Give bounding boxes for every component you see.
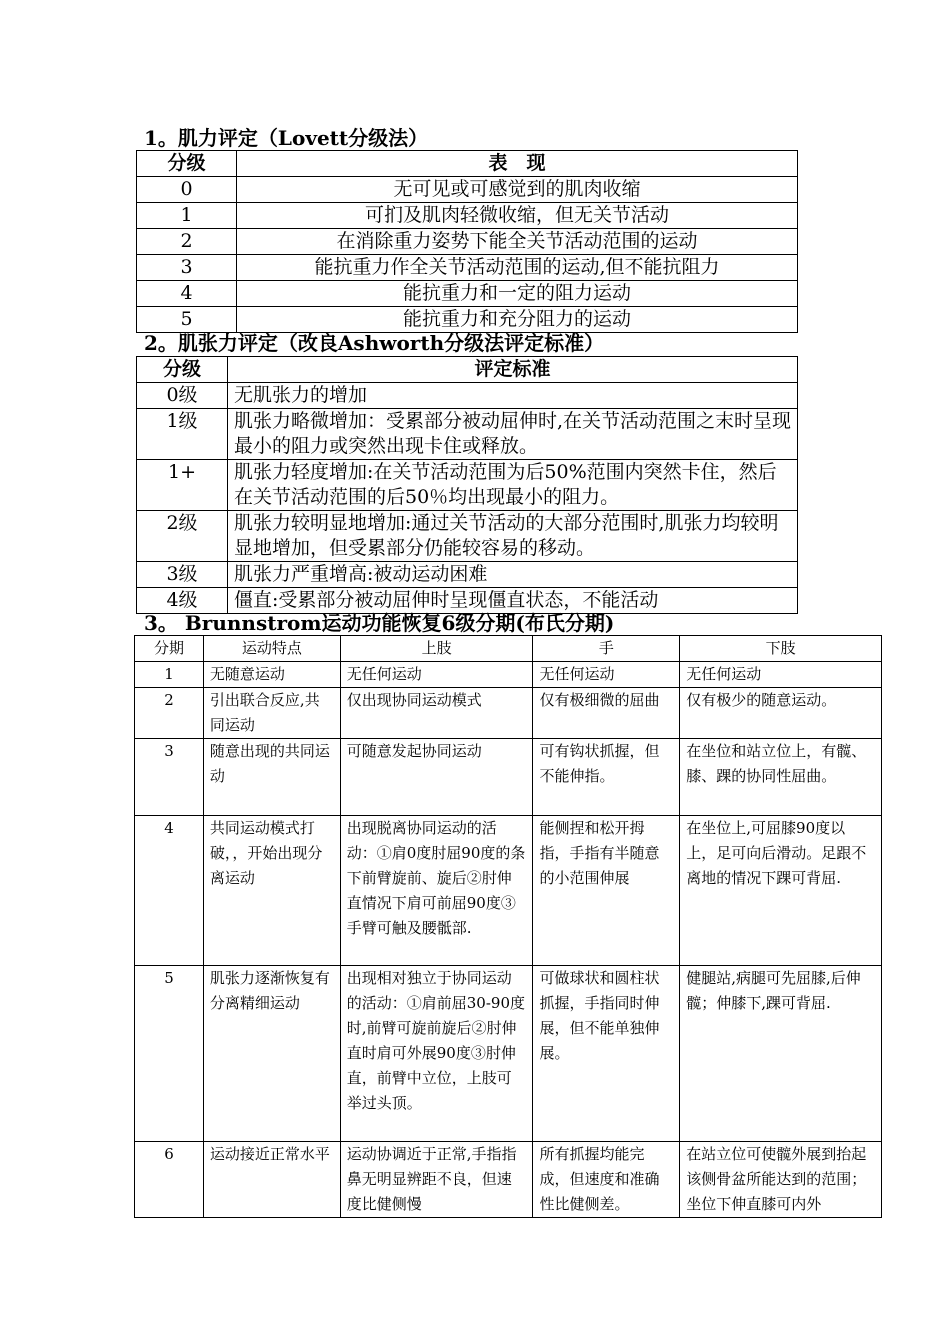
hand-cell: 所有抓握均能完成，但速度和准确性比健侧差。 [533, 1142, 680, 1218]
table-row [137, 281, 798, 307]
table-header-row [135, 636, 882, 662]
desc-cell: 肌张力略微增加：受累部分被动屈伸时,在关节活动范围之末时呈现最小的阻力或突然出现卡住或释放。 [228, 409, 798, 460]
hand-cell: 可有钩状抓握，但不能伸指。 [533, 739, 680, 816]
upper-cell: 可随意发起协同运动 [340, 739, 533, 816]
feature-cell: 引出联合反应,共同运动 [203, 688, 340, 739]
upper-cell: 出现相对独立于协同运动的活动：①肩前屈30-90度时,前臂可旋前旋后②肘伸直时肩可外展90度③肘伸直，前臂中立位，上肢可举过头顶。 [340, 966, 533, 1142]
table-header-row [137, 357, 798, 383]
header-feature: 运动特点 [203, 636, 340, 662]
table-row [135, 688, 882, 739]
table-header-row [137, 151, 798, 177]
header-upper: 上肢 [340, 636, 533, 662]
feature-cell: 无随意运动 [203, 662, 340, 688]
section3-heading: 3。 Brunnstrom运动功能恢复6级分期(布氏分期) [144, 611, 615, 635]
grade-cell: 4级 [137, 588, 228, 614]
table-row [137, 409, 798, 460]
lower-cell: 健腿站,病腿可先屈膝,后伸髋；伸膝下,踝可背屈. [680, 966, 882, 1142]
stage-cell: 2 [135, 688, 204, 739]
lower-cell: 在坐位上,可屈膝90度以上，足可向后滑动。足跟不离地的情况下踝可背屈. [680, 816, 882, 966]
desc-cell: 肌张力轻度增加:在关节活动范围为后50%范围内突然卡住，然后在关节活动范围的后50％均出现最小的阻力。 [228, 460, 798, 511]
stage-cell: 5 [135, 966, 204, 1142]
feature-cell: 随意出现的共同运动 [203, 739, 340, 816]
desc-cell: 可扪及肌肉轻微收缩，但无关节活动 [237, 203, 798, 229]
table-row [137, 177, 798, 203]
table-row [137, 383, 798, 409]
desc-cell: 无肌张力的增加 [228, 383, 798, 409]
section2-heading: 2。肌张力评定（改良Ashworth分级法评定标准） [144, 331, 605, 355]
table-row [135, 662, 882, 688]
header-grade: 分级 [137, 357, 228, 383]
hand-cell: 能侧捏和松开拇指，手指有半随意的小范围伸展 [533, 816, 680, 966]
hand-cell: 可做球状和圆柱状抓握，手指同时伸展，但不能单独伸展。 [533, 966, 680, 1142]
desc-cell: 无可见或可感觉到的肌肉收缩 [237, 177, 798, 203]
table-row [137, 588, 798, 614]
header-grade: 分级 [137, 151, 237, 177]
stage-cell: 4 [135, 816, 204, 966]
desc-cell: 能抗重力和充分阻力的运动 [237, 307, 798, 333]
header-lower: 下肢 [680, 636, 882, 662]
upper-cell: 仅出现协同运动模式 [340, 688, 533, 739]
grade-cell: 2级 [137, 511, 228, 562]
grade-cell: 1 [137, 203, 237, 229]
desc-cell: 肌张力严重增高:被动运动困难 [228, 562, 798, 588]
lower-cell: 在站立位可使髋外展到抬起该侧骨盆所能达到的范围；坐位下伸直膝可内外 [680, 1142, 882, 1218]
upper-cell: 出现脱离协同运动的活动：①肩0度肘屈90度的条下前臂旋前、旋后②肘伸直情况下肩可前屈90度③手臂可触及腰骶部. [340, 816, 533, 966]
lower-cell: 无任何运动 [680, 662, 882, 688]
hand-cell: 仅有极细微的屈曲 [533, 688, 680, 739]
table-row [137, 203, 798, 229]
lower-cell: 仅有极少的随意运动。 [680, 688, 882, 739]
grade-cell: 0级 [137, 383, 228, 409]
grade-cell: 3 [137, 255, 237, 281]
upper-cell: 运动协调近于正常,手指指鼻无明显辨距不良，但速度比健侧慢 [340, 1142, 533, 1218]
desc-cell: 僵直:受累部分被动屈伸时呈现僵直状态，不能活动 [228, 588, 798, 614]
table-row [137, 229, 798, 255]
feature-cell: 肌张力逐渐恢复有分离精细运动 [203, 966, 340, 1142]
grade-cell: 3级 [137, 562, 228, 588]
hand-cell: 无任何运动 [533, 662, 680, 688]
grade-cell: 1+ [137, 460, 228, 511]
upper-cell: 无任何运动 [340, 662, 533, 688]
table-row [137, 307, 798, 333]
header-desc: 评定标准 [228, 357, 798, 383]
header-stage: 分期 [135, 636, 204, 662]
section1-heading: 1。肌力评定（Lovett分级法） [144, 126, 429, 150]
lovett-table [136, 150, 798, 333]
grade-cell: 1级 [137, 409, 228, 460]
desc-cell: 肌张力较明显地增加:通过关节活动的大部分范围时,肌张力均较明显地增加，但受累部分仍能较容易的移动。 [228, 511, 798, 562]
desc-cell: 在消除重力姿势下能全关节活动范围的运动 [237, 229, 798, 255]
grade-cell: 4 [137, 281, 237, 307]
grade-cell: 2 [137, 229, 237, 255]
table-row [135, 739, 882, 816]
table-row [135, 1142, 882, 1218]
stage-cell: 6 [135, 1142, 204, 1218]
lower-cell: 在坐位和站立位上，有髋、膝、踝的协同性屈曲。 [680, 739, 882, 816]
grade-cell: 0 [137, 177, 237, 203]
brunnstrom-table [134, 635, 882, 1218]
desc-cell: 能抗重力和一定的阻力运动 [237, 281, 798, 307]
header-hand: 手 [533, 636, 680, 662]
table-row [137, 511, 798, 562]
stage-cell: 1 [135, 662, 204, 688]
table-row [137, 562, 798, 588]
table-row [137, 460, 798, 511]
grade-cell: 5 [137, 307, 237, 333]
header-desc: 表 现 [237, 151, 798, 177]
stage-cell: 3 [135, 739, 204, 816]
table-row [135, 966, 882, 1142]
table-row [137, 255, 798, 281]
feature-cell: 共同运动模式打破，，开始出现分离运动 [203, 816, 340, 966]
ashworth-table [136, 356, 798, 614]
feature-cell: 运动接近正常水平 [203, 1142, 340, 1218]
table-row [135, 816, 882, 966]
desc-cell: 能抗重力作全关节活动范围的运动,但不能抗阻力 [237, 255, 798, 281]
